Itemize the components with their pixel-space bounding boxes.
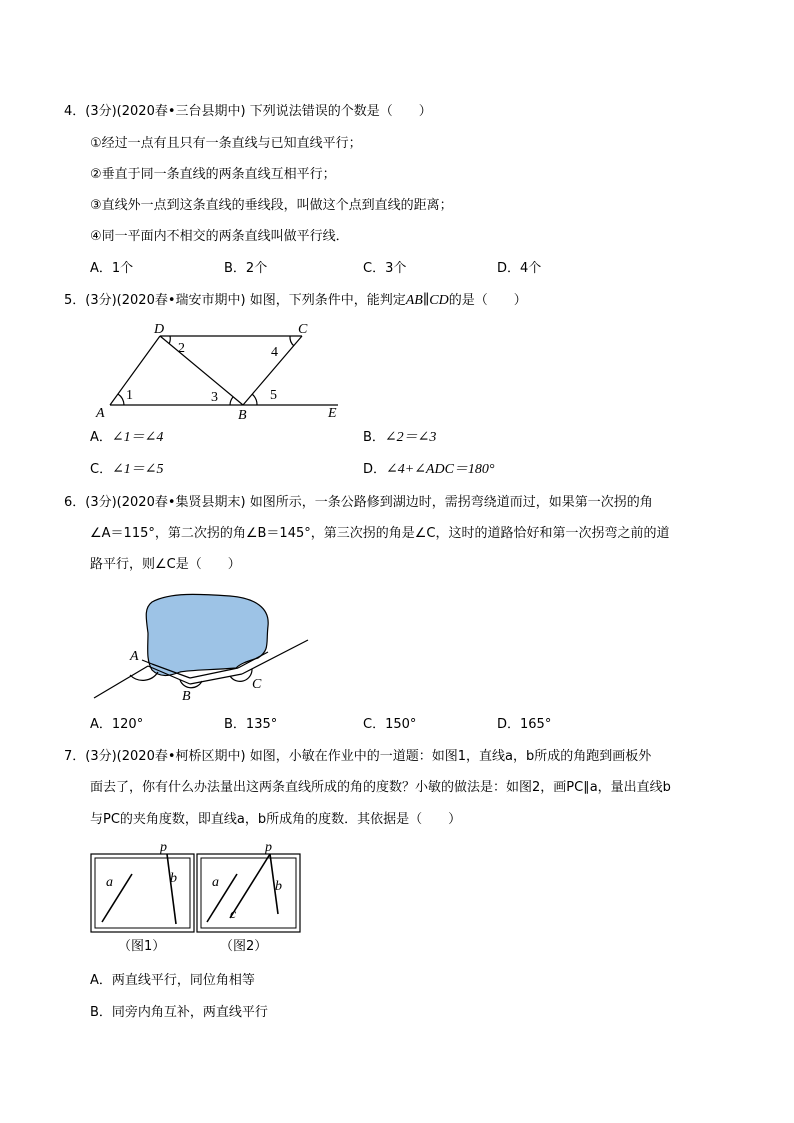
fig2-label-b: b (275, 879, 282, 894)
q6-point-c: C (252, 677, 262, 692)
board-2-outer (197, 854, 300, 932)
q5-option-a-text: ∠1＝∠4 (111, 430, 164, 445)
q5-stem-math: AB∥CD (405, 293, 449, 308)
q5-arc-4 (290, 336, 294, 346)
q5-angle-1: 1 (126, 388, 133, 403)
q5-stem (64, 292, 527, 310)
q4-option-c: C．3个 (363, 261, 407, 276)
q5-point-b: B (238, 408, 247, 423)
q5-line-db (160, 336, 243, 405)
fig1-caption: （图1） (118, 939, 166, 954)
q6-line-1: 6．(3分)(2020春•集贤县期末) 如图所示，一条公路修到湖边时，需拐弯绕道而过，如果第一次拐的角 (64, 495, 653, 510)
q5-option-a-label: A． (90, 430, 112, 445)
q5-angle-3: 3 (211, 390, 218, 405)
q4-option-d: D．4个 (497, 261, 542, 276)
q5-point-a: A (96, 406, 105, 421)
q6-road-lower-3 (190, 674, 242, 684)
q7-option-a: A．两直线平行，同位角相等 (90, 973, 255, 988)
fig2-label-a: a (212, 875, 219, 890)
q5-arc-3 (230, 397, 233, 405)
q5-option-b-label: B． (363, 430, 385, 445)
q5-option-a (90, 429, 163, 447)
q4-statement-4: ④同一平面内不相交的两条直线叫做平行线． (90, 229, 349, 244)
q5-arc-1 (118, 394, 124, 405)
q6-option-a: A．120° (90, 717, 144, 732)
fig2-label-p: p (265, 840, 272, 855)
q6-point-b: B (182, 689, 191, 704)
q5-arc-5 (252, 394, 257, 405)
q7-figures (90, 840, 305, 960)
q5-angle-2: 2 (178, 341, 185, 356)
q5-figure (90, 318, 350, 423)
q5-option-d (363, 461, 495, 479)
q5-option-d-text: ∠4+∠ADC＝180° (386, 462, 495, 477)
q5-arc-2 (169, 336, 170, 344)
q6-line-3: 路平行，则∠C是（ ） (90, 557, 241, 572)
q5-point-c: C (298, 322, 308, 337)
fig1-line-b (167, 854, 176, 924)
q6-option-b: B．135° (224, 717, 278, 732)
q6-line-2: ∠A＝115°，第二次拐的角∠B＝145°，第三次拐的角是∠C，这时的道路恰好和第一次拐弯之前的道 (90, 526, 670, 541)
q6-option-d: D．165° (497, 717, 552, 732)
fig2-caption: （图2） (220, 939, 268, 954)
q5-option-c-text: ∠1＝∠5 (112, 462, 164, 477)
q5-point-e: E (328, 406, 337, 421)
board-1-outer (91, 854, 194, 932)
q5-option-b-text: ∠2＝∠3 (384, 430, 437, 445)
q7-line-3: 与PC的夹角度数，即直线a，b所成角的度数．其依据是（ ） (90, 812, 462, 827)
q6-figure (90, 588, 320, 706)
q5-stem-pre: 5．(3分)(2020春•瑞安市期中) 如图，下列条件中，能判定 (64, 293, 406, 308)
fig1-label-b: b (170, 871, 177, 886)
lake (146, 594, 268, 675)
fig1-label-a: a (106, 875, 113, 890)
q6-point-a: A (130, 649, 139, 664)
q4-option-b: B．2个 (224, 261, 268, 276)
q7-option-b: B．同旁内角互补，两直线平行 (90, 1005, 268, 1020)
q6-arc-a (130, 672, 158, 680)
q4-stem: 4．(3分)(2020春•三台县期中) 下列说法错误的个数是（ ） (64, 104, 432, 119)
q5-option-c (90, 461, 164, 479)
q5-stem-post: 的是（ ） (448, 293, 527, 308)
q7-line-2: 面去了，你有什么办法量出这两条直线所成的角的度数？小敏的做法是：如图2，画PC∥a，量出直线b (90, 780, 671, 795)
q5-line-ad (110, 336, 160, 405)
q4-statement-1: ①经过一点有且只有一条直线与已知直线平行； (90, 136, 362, 151)
q5-option-b (363, 429, 436, 447)
q6-road-lower-1 (94, 666, 148, 698)
fig2-label-c: c (230, 907, 237, 922)
q5-option-d-label: D． (363, 462, 387, 477)
q4-option-a: A．1个 (90, 261, 134, 276)
q5-angle-4: 4 (271, 345, 278, 360)
q5-point-d: D (154, 322, 165, 337)
q4-statement-3: ③直线外一点到这条直线的垂线段，叫做这个点到直线的距离； (90, 198, 453, 213)
q4-statement-2: ②垂直于同一条直线的两条直线互相平行； (90, 167, 336, 182)
q5-angle-5: 5 (270, 388, 277, 403)
q5-option-c-label: C． (90, 462, 113, 477)
q6-option-c: C．150° (363, 717, 417, 732)
fig1-label-p: p (160, 840, 167, 855)
q7-line-1: 7．(3分)(2020春•柯桥区期中) 如图，小敏在作业中的一道题：如图1，直线a，b所成的角跑到画板外 (64, 749, 652, 764)
